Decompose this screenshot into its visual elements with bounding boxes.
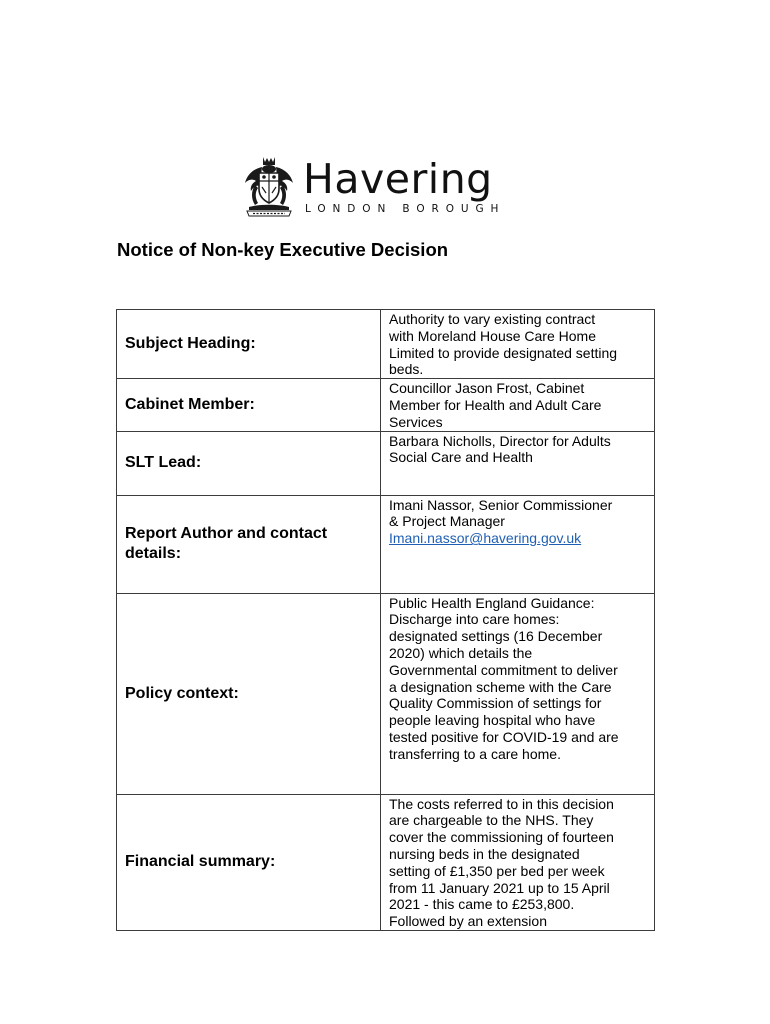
value-line: nursing beds in the designated — [389, 845, 580, 862]
subject-heading-value — [381, 310, 655, 379]
value-line: Barbara Nicholls, Director for Adults — [389, 432, 611, 449]
organisation-name: Havering — [303, 155, 493, 203]
havering-logo — [243, 155, 523, 217]
table-row-subject-heading — [117, 310, 655, 379]
financial-summary-value — [381, 794, 655, 930]
author-email-link[interactable]: Imani.nassor@havering.gov.uk — [389, 530, 582, 547]
value-line: Social Care and Health — [389, 449, 533, 466]
subject-heading-label: Subject Heading: — [117, 310, 381, 379]
document-title: Notice of Non-key Executive Decision — [117, 239, 449, 260]
value-line: designated settings (16 December — [389, 628, 603, 645]
value-line: tested positive for COVID-19 and are — [389, 728, 619, 745]
value-line: transferring to a care home. — [389, 745, 561, 762]
value-line: Imani Nassor, Senior Commissioner — [389, 496, 613, 513]
table-row-financial-summary — [117, 794, 655, 930]
cabinet-member-value — [381, 379, 655, 431]
value-line: Followed by an extension — [389, 913, 547, 930]
value-line: Discharge into care homes: — [389, 611, 560, 628]
value-line: Councillor Jason Frost, Cabinet — [389, 380, 585, 397]
value-line: 2020) which details the — [389, 644, 533, 661]
value-line: Member for Health and Adult Care — [389, 396, 602, 413]
decision-table — [116, 309, 655, 931]
report-author-value — [381, 495, 655, 593]
value-line: Authority to vary existing contract — [389, 311, 596, 327]
value-line: Limited to provide designated setting — [389, 344, 618, 361]
slt-lead-value — [381, 431, 655, 495]
value-line: Governmental commitment to deliver — [389, 661, 618, 678]
table-row-cabinet-member — [117, 379, 655, 431]
table-row-policy-context — [117, 593, 655, 794]
financial-summary-label: Financial summary: — [117, 794, 381, 930]
table-row-report-author — [117, 495, 655, 593]
cabinet-member-label: Cabinet Member: — [117, 379, 381, 431]
value-line: a designation scheme with the Care — [389, 678, 612, 695]
value-line: & Project Manager — [389, 513, 505, 530]
value-line: Quality Commission of settings for — [389, 695, 602, 712]
report-author-label: Report Author and contact details: — [117, 495, 381, 593]
policy-context-value — [381, 593, 655, 794]
value-line: from 11 January 2021 up to 15 April — [389, 879, 610, 896]
borough-crest-icon — [243, 155, 295, 217]
value-line: setting of £1,350 per bed per week — [389, 862, 605, 879]
value-line: cover the commissioning of fourteen — [389, 829, 614, 846]
value-line: Services — [389, 413, 443, 430]
policy-context-label: Policy context: — [117, 593, 381, 794]
slt-lead-label: SLT Lead: — [117, 431, 381, 495]
value-line: people leaving hospital who have — [389, 712, 596, 729]
table-row-slt-lead — [117, 431, 655, 495]
value-line: beds. — [389, 361, 424, 378]
value-line: The costs referred to in this decision — [389, 795, 614, 812]
value-line: Public Health England Guidance: — [389, 594, 595, 611]
value-line: with Moreland House Care Home — [389, 327, 596, 344]
value-line: 2021 - this came to £253,800. — [389, 896, 575, 913]
organisation-subtitle: LONDON BOROUGH — [305, 203, 506, 215]
value-line: are chargeable to the NHS. They — [389, 812, 594, 829]
